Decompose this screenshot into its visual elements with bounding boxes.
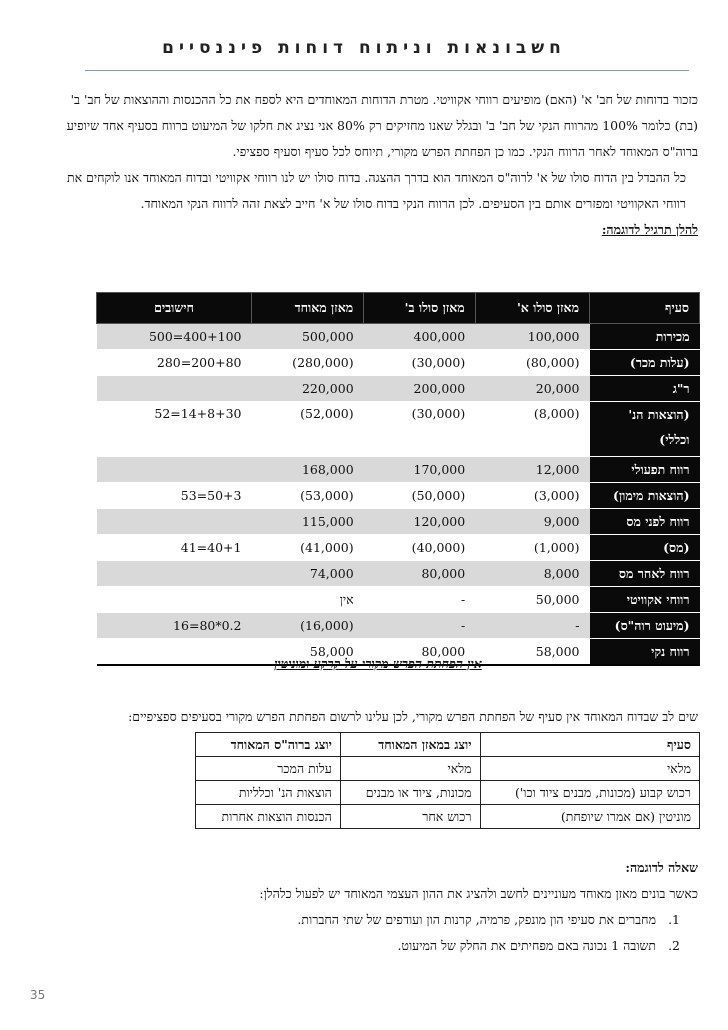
list-item <box>54 907 698 933</box>
row-label: רווח נקי <box>590 639 700 666</box>
cell-solo-a: 100,000 <box>475 324 589 350</box>
cell-solo-a: (1,000) <box>475 535 589 561</box>
header-item: סעיף <box>590 293 700 324</box>
cell-calc <box>97 376 252 402</box>
table-row <box>97 376 700 402</box>
cell-solo-b: - <box>364 587 476 613</box>
cell-solo-a: 20,000 <box>475 376 589 402</box>
cell-income: הוצאות הנ' וכלליות <box>196 781 341 805</box>
header-item: סעיף <box>480 733 700 757</box>
list-item <box>54 933 698 959</box>
intro-section <box>54 87 698 243</box>
table-row <box>97 457 700 483</box>
cell-solo-b: - <box>364 613 476 639</box>
table-row <box>196 757 700 781</box>
intro-paragraph-2: כל ההבדל בין הדוח סולו של א' לרוה"ס המאוחד הוא בדרך ההצגה. בדוח סולו יש לנו רווחי אקוויטי ובדוח המאוחד אנו לוקחים את רווחי האקוויטי ומפזרים אותם בין הסעיפים. לכן הרווח הנקי בדוח סולו של א' חייב לצאת זהה לרווח הנקי המאוחד. <box>66 170 686 211</box>
page-number: 35 <box>30 988 46 1002</box>
cell-solo-a: (3,000) <box>475 483 589 509</box>
row-label: (הוצאות מימון) <box>590 483 700 509</box>
intro-paragraph-1: כזכור בדוחות של חב' א' (האם) מופיעים רווחי אקוויטי. מטרת הדוחות המאוחדים היא לספח את כל ההכנסות וההוצאות של חב' ב' (בת) כלומר 100% מהרווח הנקי של חב' ב' ובגלל שאנו מחזיקים רק 80% אני נציג את חלקו של המיעוט ברווח בסעיף אחד שיופיע ברוה"ס המאוחד לאחר הרווח הנקי. כמו כן הפחתת הפרש מקורי, תיוחס לכל סעיף וסעיף ספציפי. <box>66 92 698 159</box>
cell-solo-b: (30,000) <box>364 350 476 376</box>
row-label: (עלות מכר) <box>590 350 700 376</box>
table-row <box>97 402 700 457</box>
cell-calc <box>97 457 252 483</box>
cell-solo-b: 80,000 <box>364 561 476 587</box>
table-row <box>97 561 700 587</box>
table-caption: אין הפחתת הפרש מקורי על קרקע ומוניטין <box>274 656 482 671</box>
cell-consolidated: 58,000 <box>251 639 363 666</box>
cell-income: עלות המכר <box>196 757 341 781</box>
cell-solo-b: 200,000 <box>364 376 476 402</box>
cell-solo-a: - <box>475 613 589 639</box>
note-text: שים לב שבדוח המאוחד אין סעיף של הפחתת הפרש מקורי, לכן עלינו לרשום הפחתת הפרש מקורי בסעיפים ספציפיים: <box>128 709 698 724</box>
table-row <box>97 350 700 376</box>
table-header-row <box>97 293 700 324</box>
cell-solo-b: 80,000 <box>364 639 476 666</box>
header-calculations: חישובים <box>97 293 252 324</box>
cell-solo-b: 120,000 <box>364 509 476 535</box>
row-label: מכירות <box>590 324 700 350</box>
row-label: רווח לפני מס <box>590 509 700 535</box>
header-consolidated: מאזן מאוחד <box>251 293 363 324</box>
question-heading: שאלה לדוגמה: <box>625 860 698 875</box>
cell-calc <box>97 561 252 587</box>
cell-solo-b: 170,000 <box>364 457 476 483</box>
cell-consolidated: (280,000) <box>251 350 363 376</box>
cell-consolidated: 74,000 <box>251 561 363 587</box>
table-row <box>97 324 700 350</box>
header-balance-sheet: יוצג במאזן המאוחד <box>340 733 480 757</box>
cell-calc: 14+8+30=52 <box>97 402 252 457</box>
cell-calc <box>97 639 252 666</box>
cell-income: הכנסות הוצאות אחרות <box>196 805 341 829</box>
cell-calc: 200+80=280 <box>97 350 252 376</box>
question-intro: כאשר בונים מאזן מאוחד מעוניינים לחשב ולהציג את ההון העצמי המאוחד יש לפעול כלהלן: <box>259 886 698 901</box>
row-label: (מס) <box>590 535 700 561</box>
row-label: ר"ג <box>590 376 700 402</box>
cell-solo-b: (40,000) <box>364 535 476 561</box>
table-row <box>196 805 700 829</box>
cell-item: מלאי <box>480 757 700 781</box>
amortization-items-table <box>195 732 700 829</box>
row-label: (מיעוט רוה"ס) <box>590 613 700 639</box>
header-solo-b: מאזן סולו ב' <box>364 293 476 324</box>
cell-item: מוניטין (אם אמרו שיופחת) <box>480 805 700 829</box>
cell-solo-b: (50,000) <box>364 483 476 509</box>
cell-solo-a: (8,000) <box>475 402 589 457</box>
income-statement-table <box>96 292 700 666</box>
cell-calc <box>97 509 252 535</box>
cell-solo-a: 8,000 <box>475 561 589 587</box>
cell-consolidated: 168,000 <box>251 457 363 483</box>
header-solo-a: מאזן סולו א' <box>475 293 589 324</box>
question-section <box>54 855 698 959</box>
cell-consolidated: 220,000 <box>251 376 363 402</box>
table-row <box>97 509 700 535</box>
cell-solo-a: (80,000) <box>475 350 589 376</box>
table-row <box>196 781 700 805</box>
cell-solo-a: 9,000 <box>475 509 589 535</box>
step-text: תשובה 1 נכונה באם מפחיתים את החלק של המיעוט. <box>397 938 656 953</box>
cell-item: רכוש קבוע (מכונות, מבנים ציוד וכו') <box>480 781 700 805</box>
cell-solo-b: 400,000 <box>364 324 476 350</box>
cell-calc: 50+3=53 <box>97 483 252 509</box>
cell-consolidated: (52,000) <box>251 402 363 457</box>
cell-consolidated: 500,000 <box>251 324 363 350</box>
cell-calc: 400+100=500 <box>97 324 252 350</box>
cell-solo-a: 50,000 <box>475 587 589 613</box>
step-number: 1. <box>668 912 680 927</box>
note-section <box>54 704 698 730</box>
table-row <box>97 535 700 561</box>
table-row <box>97 613 700 639</box>
cell-consolidated: (16,000) <box>251 613 363 639</box>
cell-consolidated: 115,000 <box>251 509 363 535</box>
cell-solo-a: 12,000 <box>475 457 589 483</box>
example-heading: להלן תרגיל לדוגמה: <box>601 222 698 237</box>
table-header-row <box>196 733 700 757</box>
row-label: (הוצאות הנ' וכללי) <box>590 402 700 457</box>
step-number: 2. <box>668 938 680 953</box>
cell-balance: מלאי <box>340 757 480 781</box>
cell-consolidated: (41,000) <box>251 535 363 561</box>
cell-solo-a: 58,000 <box>475 639 589 666</box>
title-divider <box>85 70 689 71</box>
table-row <box>97 483 700 509</box>
table-row <box>97 587 700 613</box>
row-label: רווח לאחר מס <box>590 561 700 587</box>
step-text: מחברים את סעיפי הון מונפק, פרמיה, קרנות הון ועודפים של שתי החברות. <box>297 912 656 927</box>
cell-calc: 40+1=41 <box>97 535 252 561</box>
row-label: רווחי אקוויטי <box>590 587 700 613</box>
cell-solo-b: (30,000) <box>364 402 476 457</box>
row-label: רווח תפעולי <box>590 457 700 483</box>
cell-consolidated: אין <box>251 587 363 613</box>
cell-balance: מכונות, ציוד או מבנים <box>340 781 480 805</box>
cell-calc <box>97 587 252 613</box>
cell-balance: רכוש אחר <box>340 805 480 829</box>
cell-calc: 0.2*80=16 <box>97 613 252 639</box>
steps-list <box>54 907 698 959</box>
header-income-statement: יוצג ברוה"ס המאוחד <box>196 733 341 757</box>
cell-consolidated: (53,000) <box>251 483 363 509</box>
page-title: חשבונאות וניתוח דוחות פיננסיים <box>162 38 566 58</box>
